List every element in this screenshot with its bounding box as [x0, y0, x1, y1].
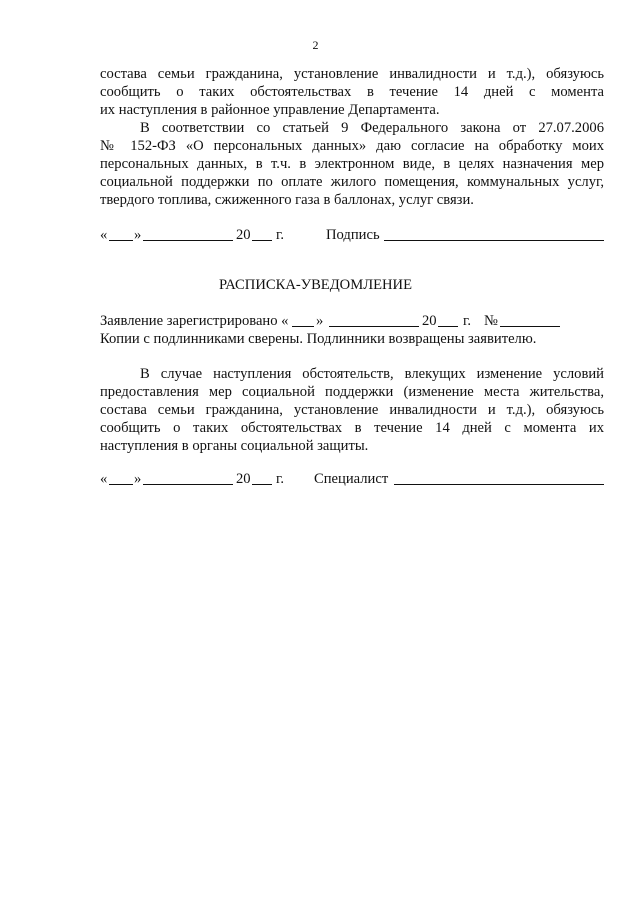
reg-day-blank	[292, 313, 314, 327]
para1-line: состава семьи гражданина, установление инвалидности и т.д.), обязуюсь	[100, 66, 604, 82]
para3-line: сообщить о таких обстоятельствах в течение 14 дней с момента их	[100, 420, 604, 436]
specialist-row	[100, 471, 604, 487]
date-open-quote: «	[100, 227, 108, 243]
year-prefix: 20	[236, 227, 251, 243]
month-blank	[143, 471, 233, 485]
copies-line: Копии с подлинниками сверены. Подлинники возвращены заявителю.	[100, 331, 537, 347]
day-blank	[109, 227, 133, 241]
reg-year-suffix: г.	[463, 313, 471, 329]
para2-line: № 152-ФЗ «О персональных данных» даю согласие на обработку моих	[100, 138, 604, 154]
month-blank	[143, 227, 233, 241]
para3-line: В случае наступления обстоятельств, влекущих изменение условий	[140, 366, 604, 382]
year-suffix: г.	[276, 227, 284, 243]
section-title: РАСПИСКА-УВЕДОМЛЕНИЕ	[219, 277, 412, 293]
signature-label: Подпись	[326, 227, 380, 243]
number-sign: №	[484, 313, 498, 329]
page-number: 2	[312, 38, 319, 52]
year-prefix: 20	[236, 471, 251, 487]
day-blank	[109, 471, 133, 485]
registration-label: Заявление зарегистрировано «	[100, 313, 289, 329]
para2-line: В соответствии со статьей 9 Федерального закона от 27.07.2006	[140, 120, 604, 136]
para3-line: наступления в органы социальной защиты.	[100, 438, 369, 454]
registration-row	[100, 313, 604, 329]
para3-line: предоставления мер социальной поддержки (изменение места жительства,	[100, 384, 604, 400]
reg-year-prefix: 20	[422, 313, 437, 329]
reg-year-blank	[438, 313, 458, 327]
specialist-blank	[394, 471, 604, 485]
para2-line: твердого топлива, сжиженного газа в баллонах, услуг связи.	[100, 192, 474, 208]
reg-close-quote: »	[316, 313, 324, 329]
para2-line: персональных данных, в т.ч. в электронном виде, в целях назначения мер	[100, 156, 604, 172]
signature-row	[100, 227, 604, 243]
date-open-quote: «	[100, 471, 108, 487]
signature-blank	[384, 227, 604, 241]
reg-month-blank	[329, 313, 419, 327]
year-blank	[252, 227, 272, 241]
date-close-quote: »	[134, 227, 142, 243]
date-close-quote: »	[134, 471, 142, 487]
para1-line: сообщить о таких обстоятельствах в течение 14 дней с момента	[100, 84, 604, 100]
year-suffix: г.	[276, 471, 284, 487]
specialist-label: Специалист	[314, 471, 389, 487]
year-blank	[252, 471, 272, 485]
para3-line: состава семьи гражданина, установление инвалидности и т.д.), обязуюсь	[100, 402, 604, 418]
para1-line: их наступления в районное управление Департамента.	[100, 102, 440, 118]
para2-line: социальной поддержки по оплате жилого помещения, коммунальных услуг,	[100, 174, 604, 190]
reg-number-blank	[500, 313, 560, 327]
